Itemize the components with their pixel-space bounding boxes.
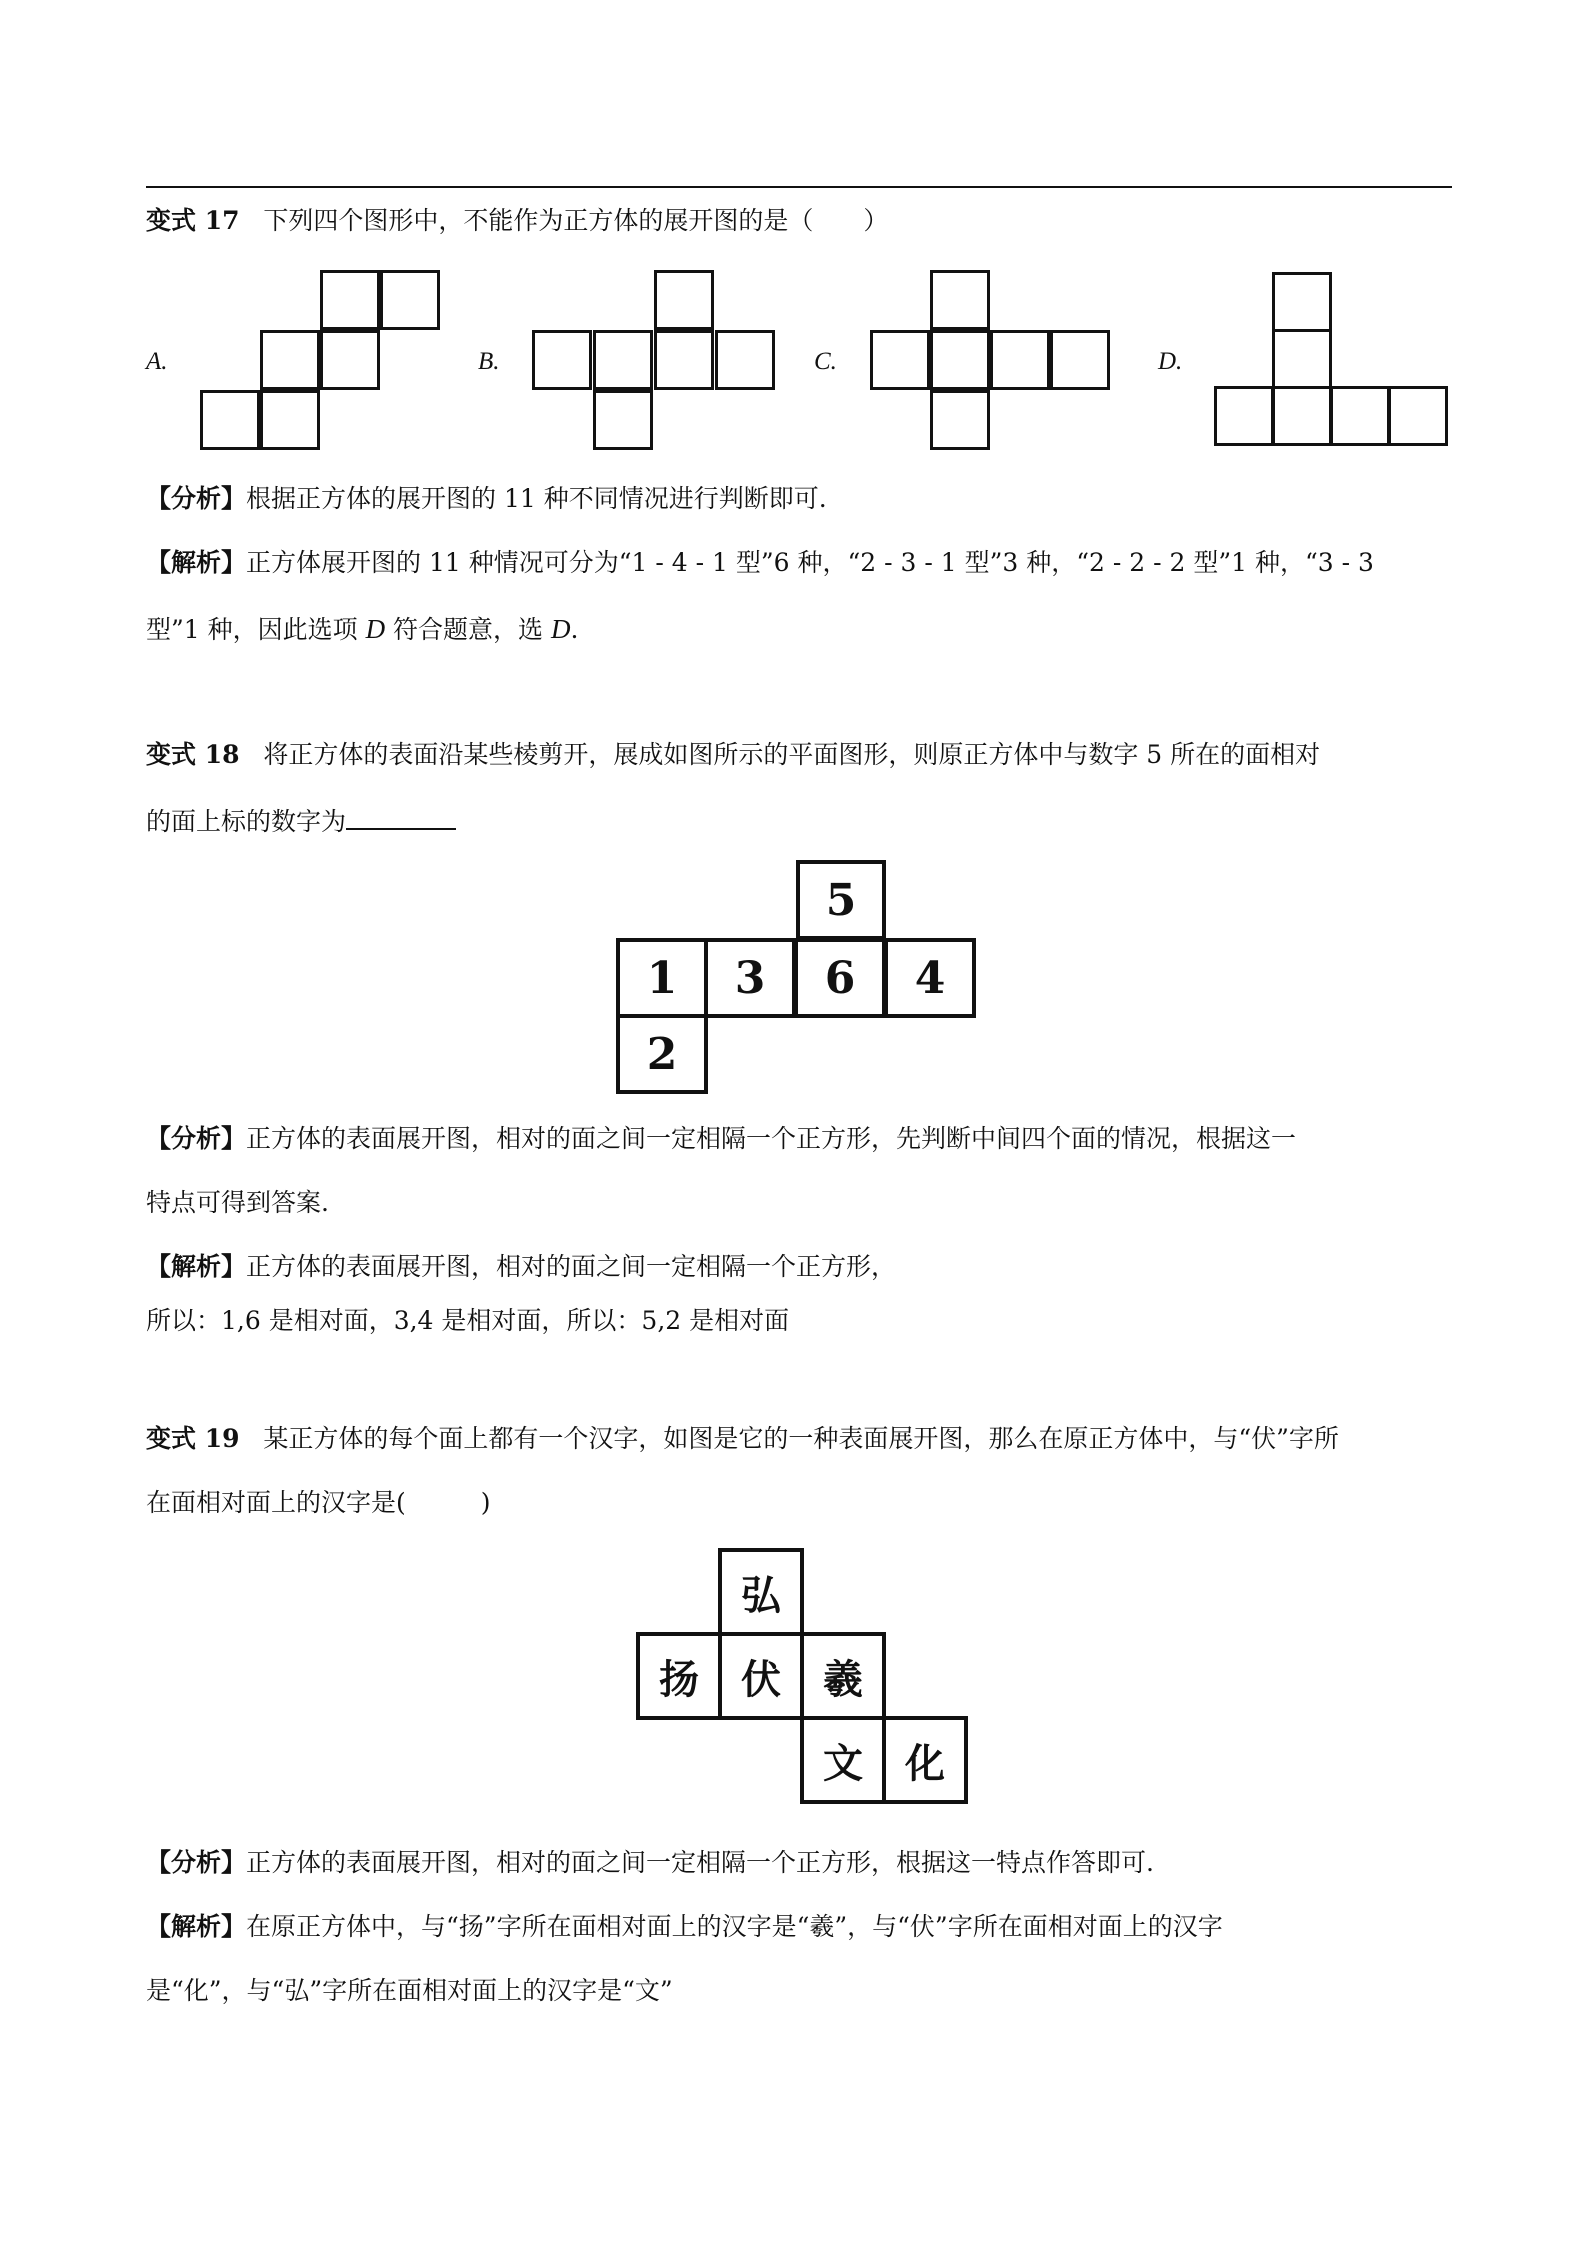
net-square xyxy=(1388,386,1448,446)
q18-analysis-text: 正方体的表面展开图，相对的面之间一定相隔一个正方形，先判断中间四个面的情况，根据这一 xyxy=(246,1124,1297,1153)
net-square xyxy=(532,330,592,390)
net-square xyxy=(930,330,990,390)
q18-solution xyxy=(146,1252,896,1282)
q18-analysis xyxy=(146,1124,1296,1154)
answer-blank xyxy=(346,806,456,830)
q17-solution-label: 【解析】 xyxy=(146,548,247,577)
q18-analysis-text-2: 特点可得到答案. xyxy=(146,1188,329,1217)
q17-label: 变式 17 xyxy=(146,206,240,235)
net-face: 化 xyxy=(882,1716,968,1804)
q18-solution-text-2: 所以：1,6 是相对面，3,4 是相对面，所以：5,2 是相对面 xyxy=(146,1306,790,1335)
q17-analysis-label: 【分析】 xyxy=(146,484,247,513)
net-square xyxy=(930,390,990,450)
option-d-label: D. xyxy=(1158,348,1183,375)
q19-analysis xyxy=(146,1848,1154,1878)
net-square xyxy=(380,270,440,330)
net-square xyxy=(1330,386,1390,446)
net-face: 伏 xyxy=(718,1632,804,1720)
net-face: 弘 xyxy=(718,1548,804,1636)
q19-question-text-2: 在面相对面上的汉字是( ) xyxy=(146,1488,491,1517)
net-face: 3 xyxy=(704,938,796,1018)
q19-solution xyxy=(146,1912,1223,1942)
net-square xyxy=(260,390,320,450)
net-square xyxy=(990,330,1050,390)
net-square xyxy=(1272,272,1332,332)
option-a-label: A. xyxy=(146,348,168,375)
q18-solution-cont xyxy=(146,1306,789,1336)
net-face: 文 xyxy=(800,1716,886,1804)
net-face: 1 xyxy=(616,938,708,1018)
q17-solution-period: . xyxy=(570,615,579,644)
q18-question xyxy=(146,740,1320,770)
option-b-label: B. xyxy=(478,348,500,375)
net-face: 4 xyxy=(884,938,976,1018)
net-square xyxy=(654,270,714,330)
q19-question-cont xyxy=(146,1488,491,1518)
q19-solution-label: 【解析】 xyxy=(146,1912,247,1941)
net-square xyxy=(1050,330,1110,390)
q17-analysis xyxy=(146,484,827,514)
q17-analysis-text: 根据正方体的展开图的 11 种不同情况进行判断即可. xyxy=(246,484,827,513)
q18-label: 变式 18 xyxy=(146,740,240,769)
net-square xyxy=(930,270,990,330)
net-square xyxy=(1272,329,1332,389)
q19-label: 变式 19 xyxy=(146,1424,240,1453)
q18-question-text-2: 的面上标的数字为 xyxy=(146,807,347,836)
q19-question xyxy=(146,1424,1339,1454)
q18-question-cont xyxy=(146,806,456,837)
q17-solution-cont xyxy=(146,614,578,645)
net-face: 2 xyxy=(616,1014,708,1094)
q17-solution-text-c: 符合题意，选 xyxy=(385,615,551,644)
q17-question xyxy=(146,206,888,236)
q19-analysis-label: 【分析】 xyxy=(146,1848,247,1877)
q18-question-text: 将正方体的表面沿某些棱剪开，展成如图所示的平面图形，则原正方体中与数字 5 所在的面相对 xyxy=(263,740,1321,769)
net-square xyxy=(715,330,775,390)
q17-question-text: 下列四个图形中，不能作为正方体的展开图的是（ ） xyxy=(263,206,889,235)
q17-solution-text: 正方体展开图的 11 种情况可分为“1 - 4 - 1 型”6 种，“2 - 3 - 1 型”3 种，“2 - 2 - 2 型”1 种，“3 - 3 xyxy=(246,548,1374,577)
net-square xyxy=(320,270,380,330)
q19-solution-cont xyxy=(146,1976,673,2006)
q18-analysis-label: 【分析】 xyxy=(146,1124,247,1153)
q19-question-text: 某正方体的每个面上都有一个汉字，如图是它的一种表面展开图，那么在原正方体中，与“伏”字所 xyxy=(263,1424,1339,1453)
header-rule xyxy=(146,186,1452,188)
net-face: 6 xyxy=(794,938,886,1018)
net-square xyxy=(320,330,380,390)
q17-solution-text-a: 型”1 种，因此选项 xyxy=(146,615,366,644)
q17-solution xyxy=(146,548,1374,578)
net-face: 5 xyxy=(796,860,886,940)
net-square xyxy=(593,390,653,450)
net-face: 羲 xyxy=(800,1632,886,1720)
q19-analysis-text: 正方体的表面展开图，相对的面之间一定相隔一个正方形，根据这一特点作答即可. xyxy=(246,1848,1154,1877)
net-face: 扬 xyxy=(636,1632,722,1720)
q18-analysis-cont xyxy=(146,1188,329,1218)
q17-answer-d: D xyxy=(365,614,386,644)
net-square xyxy=(1214,386,1274,446)
net-square xyxy=(593,330,653,390)
net-square xyxy=(260,330,320,390)
option-c-label: C. xyxy=(814,348,837,375)
q19-solution-text-2: 是“化”，与“弘”字所在面相对面上的汉字是“文” xyxy=(146,1976,673,2005)
q17-answer-d2: D xyxy=(551,614,571,644)
net-square xyxy=(200,390,260,450)
q19-solution-text: 在原正方体中，与“扬”字所在面相对面上的汉字是“羲”，与“伏”字所在面相对面上的汉字 xyxy=(246,1912,1223,1941)
net-square xyxy=(870,330,930,390)
q18-solution-label: 【解析】 xyxy=(146,1252,247,1281)
net-square xyxy=(654,330,714,390)
q18-solution-text: 正方体的表面展开图，相对的面之间一定相隔一个正方形， xyxy=(246,1252,897,1281)
net-square xyxy=(1272,386,1332,446)
